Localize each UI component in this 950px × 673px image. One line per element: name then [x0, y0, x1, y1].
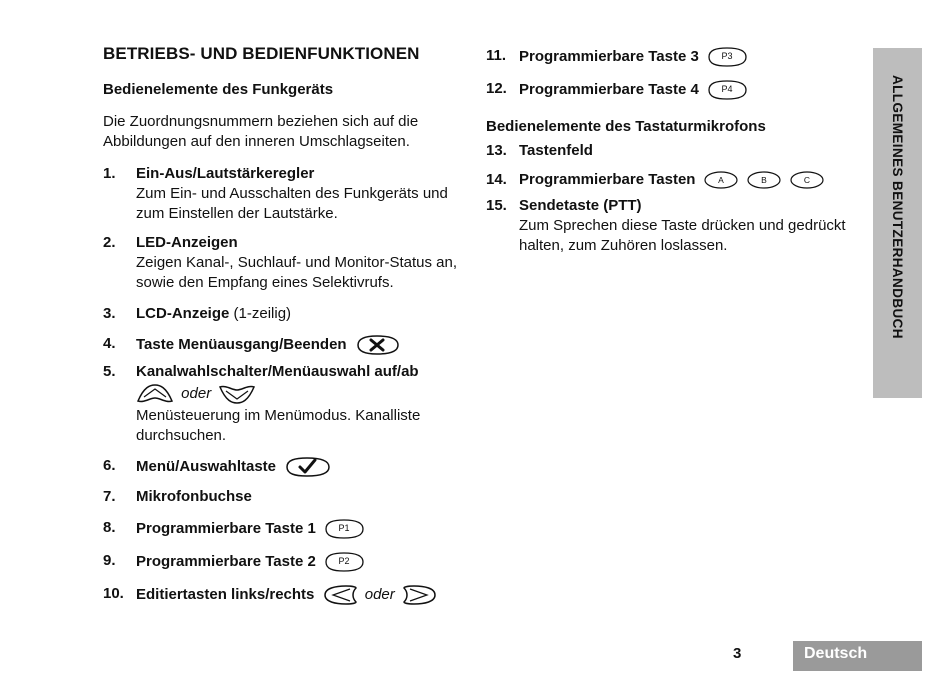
checkmark-key-icon	[283, 456, 331, 478]
item-number: 4.	[103, 335, 116, 352]
p1-key-icon	[323, 518, 365, 540]
item-title: Programmierbare Taste 1	[136, 519, 316, 537]
item-title: Menü/Auswahltaste	[136, 457, 277, 475]
list-item-11	[486, 46, 846, 68]
item-title: Programmierbare Taste 4	[519, 80, 699, 98]
item-description: Zum Ein- und Ausschalten des Funkgeräts und zum Einstellen der Lautstärke.	[136, 185, 448, 222]
a-key-label: A	[717, 175, 724, 186]
item-title: Tastenfeld	[519, 142, 593, 159]
list-item-8	[103, 518, 473, 540]
c-key-icon	[789, 170, 825, 190]
item-title: Kanalwahlschalter/Menüauswahl auf/ab	[136, 363, 419, 380]
list-item-6	[103, 456, 473, 478]
side-tab	[873, 48, 922, 398]
section-heading: BETRIEBS- UND BEDIENFUNKTIONEN	[103, 44, 420, 63]
item-number: 2.	[103, 234, 116, 251]
a-key-icon	[703, 170, 739, 190]
list-item-3	[103, 304, 473, 324]
item-title: Sendetaste (PTT)	[519, 197, 642, 215]
item-title: LCD-Anzeige	[136, 305, 230, 322]
oder-label: oder	[181, 385, 212, 402]
list-item-4	[103, 334, 473, 356]
p2-key-label: P2	[338, 556, 350, 566]
p3-key-icon	[706, 46, 748, 68]
item-number: 8.	[103, 519, 116, 536]
list-item-9	[103, 551, 473, 573]
item-number: 3.	[103, 305, 116, 322]
x-key-icon	[354, 334, 400, 356]
intro-paragraph: Die Zuordnungsnummern beziehen sich auf die Abbildungen auf den inneren Umschlagseiten.	[103, 113, 419, 150]
b-key-icon	[746, 170, 782, 190]
left-column	[103, 44, 473, 606]
item-title: Taste Menüausgang/Beenden	[136, 335, 347, 353]
item-number: 1.	[103, 165, 116, 182]
list-item-15	[486, 196, 846, 256]
p3-key-label: P3	[721, 51, 733, 61]
item-number: 7.	[103, 488, 116, 505]
item-number: 12.	[486, 80, 507, 97]
item-title: Ein-Aus/Lautstärkeregler	[136, 165, 315, 182]
list-item-12	[486, 79, 846, 101]
item-number: 9.	[103, 552, 116, 569]
item-number: 10.	[103, 585, 124, 602]
item-description: Menüsteuerung im Menümodus. Kanalliste durchsuchen.	[136, 407, 421, 444]
item-suffix: (1-zeilig)	[233, 305, 292, 322]
item-title: LED-Anzeigen	[136, 234, 238, 251]
mic-controls-subheading: Bedienelemente des Tastaturmikrofons	[486, 118, 766, 135]
list-item-13	[486, 141, 846, 161]
item-title: Editiertasten links/rechts	[136, 585, 315, 603]
b-key-label: B	[760, 175, 767, 186]
item-description: Zum Sprechen diese Taste drücken und gedrückt halten, zum Zuhören loslassen.	[519, 217, 846, 255]
language-tab-label: Deutsch	[804, 645, 868, 662]
radio-controls-subheading: Bedienelemente des Funkgeräts	[103, 81, 334, 98]
left-arrow-key-icon	[322, 584, 358, 606]
item-number: 13.	[486, 142, 507, 159]
p4-key-icon	[706, 79, 748, 101]
nav-keys-row	[136, 382, 473, 406]
item-number: 11.	[486, 47, 507, 64]
list-item-7	[103, 487, 473, 507]
item-title: Programmierbare Tasten	[519, 171, 696, 188]
side-tab-label: ALLGEMEINES BENUTZERHANDBUCH	[890, 75, 905, 339]
item-number: 14.	[486, 171, 507, 188]
item-number: 5.	[103, 363, 116, 380]
p4-key-label: P4	[721, 84, 733, 94]
c-key-label: C	[803, 175, 811, 186]
down-arrow-key-icon	[218, 383, 256, 405]
language-tab	[793, 641, 922, 671]
item-title: Programmierbare Taste 2	[136, 552, 316, 570]
list-item-14	[486, 170, 846, 190]
page-number: 3	[733, 645, 742, 662]
item-number: 6.	[103, 457, 116, 474]
right-column	[486, 46, 846, 256]
list-item-5	[103, 362, 473, 446]
p2-key-icon	[323, 551, 365, 573]
p1-key-label: P1	[338, 523, 350, 533]
item-title: Programmierbare Taste 3	[519, 47, 699, 65]
list-item-2	[103, 233, 473, 293]
right-arrow-key-icon	[402, 584, 438, 606]
list-item-1	[103, 164, 473, 224]
item-number: 15.	[486, 197, 507, 215]
item-description: Zeigen Kanal-, Suchlauf- und Monitor-Status an, sowie den Empfang eines Selektivrufs.	[136, 254, 458, 291]
list-item-10	[103, 584, 473, 606]
oder-label: oder	[364, 585, 395, 603]
item-title: Mikrofonbuchse	[136, 488, 252, 505]
up-arrow-key-icon	[136, 383, 174, 405]
